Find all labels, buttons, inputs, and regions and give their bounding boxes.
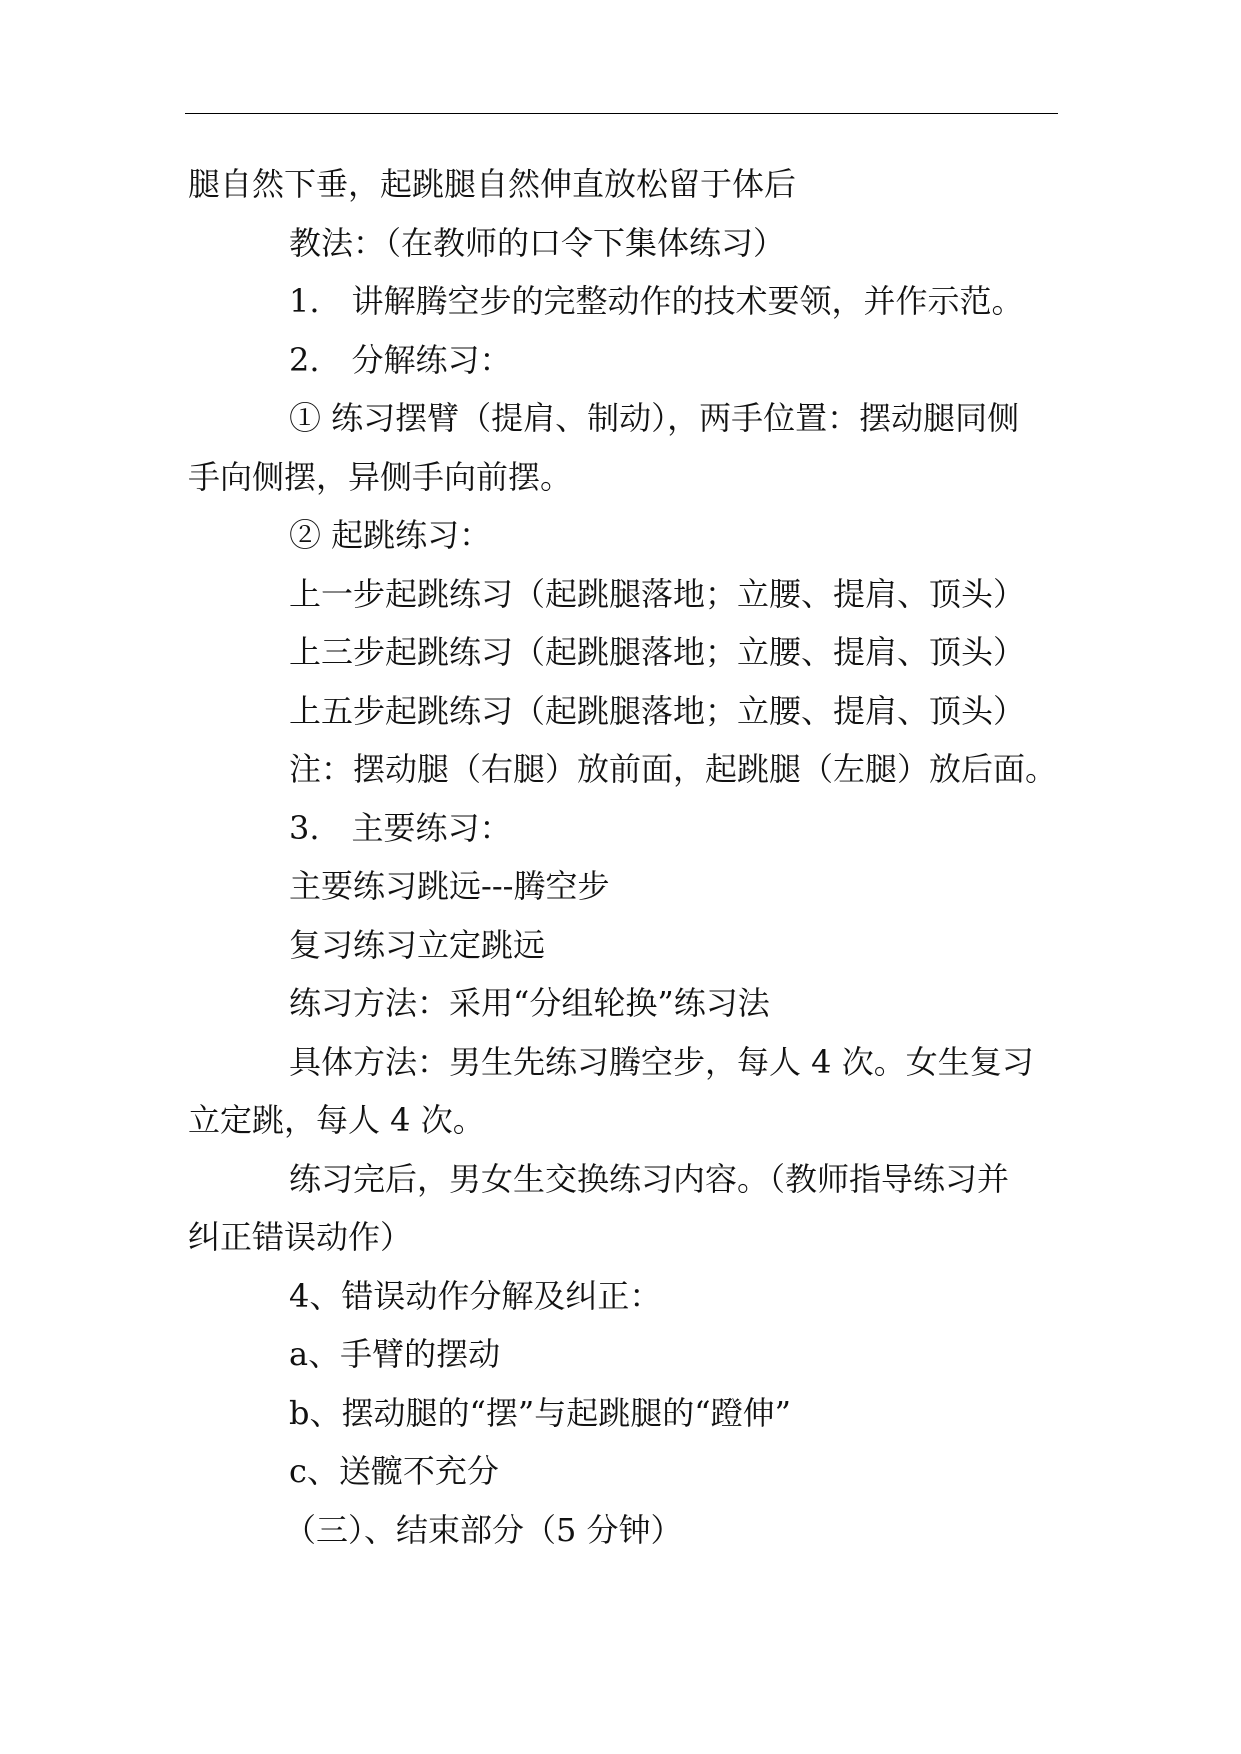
text-line: 主要练习跳远---腾空步 <box>289 867 610 905</box>
note-line: 注：摆动腿（右腿）放前面，起跳腿（左腿）放后面。 <box>289 750 1058 788</box>
text-line: 练习完后，男女生交换练习内容。（教师指导练习并 <box>289 1159 1010 1198</box>
text-line: 上一步起跳练习（起跳腿落地；立腰、提肩、顶头） <box>289 574 1026 613</box>
sub-item: c、送髋不充分 <box>289 1452 499 1490</box>
sub-item: a、手臂的摆动 <box>289 1335 501 1373</box>
text-line: 手向侧摆，异侧手向前摆。 <box>188 457 573 496</box>
text-line: 上五步起跳练习（起跳腿落地；立腰、提肩、顶头） <box>289 691 1026 730</box>
sub-item: ② 起跳练习： <box>289 516 492 554</box>
list-item: 1. 讲解腾空步的完整动作的技术要领，并作示范。 <box>289 282 1024 320</box>
text-line: 教法：（在教师的口令下集体练习） <box>289 223 786 262</box>
list-item: 3. 主要练习： <box>289 808 512 847</box>
text-line: 上三步起跳练习（起跳腿落地；立腰、提肩、顶头） <box>289 633 1026 671</box>
document-body <box>188 155 1058 1559</box>
text-line: 纠正错误动作） <box>188 1218 413 1256</box>
text-line: 腿自然下垂，起跳腿自然伸直放松留于体后 <box>188 165 797 203</box>
section-heading: （三）、结束部分（5 分钟） <box>284 1510 683 1549</box>
text-line: 复习练习立定跳远 <box>289 925 546 964</box>
list-item: 2. 分解练习： <box>289 340 512 379</box>
text-line: 具体方法：男生先练习腾空步，每人 4 次。女生复习 <box>289 1042 1034 1081</box>
sub-item: b、摆动腿的“摆”与起跳腿的“蹬伸” <box>289 1393 791 1432</box>
list-item: 4、错误动作分解及纠正： <box>289 1276 662 1315</box>
header-rule <box>185 113 1058 114</box>
sub-item: ① 练习摆臂（提肩、制动），两手位置：摆动腿同侧 <box>289 399 1020 437</box>
text-line: 立定跳，每人 4 次。 <box>188 1101 485 1139</box>
text-line: 练习方法：采用“分组轮换”练习法 <box>289 984 770 1022</box>
